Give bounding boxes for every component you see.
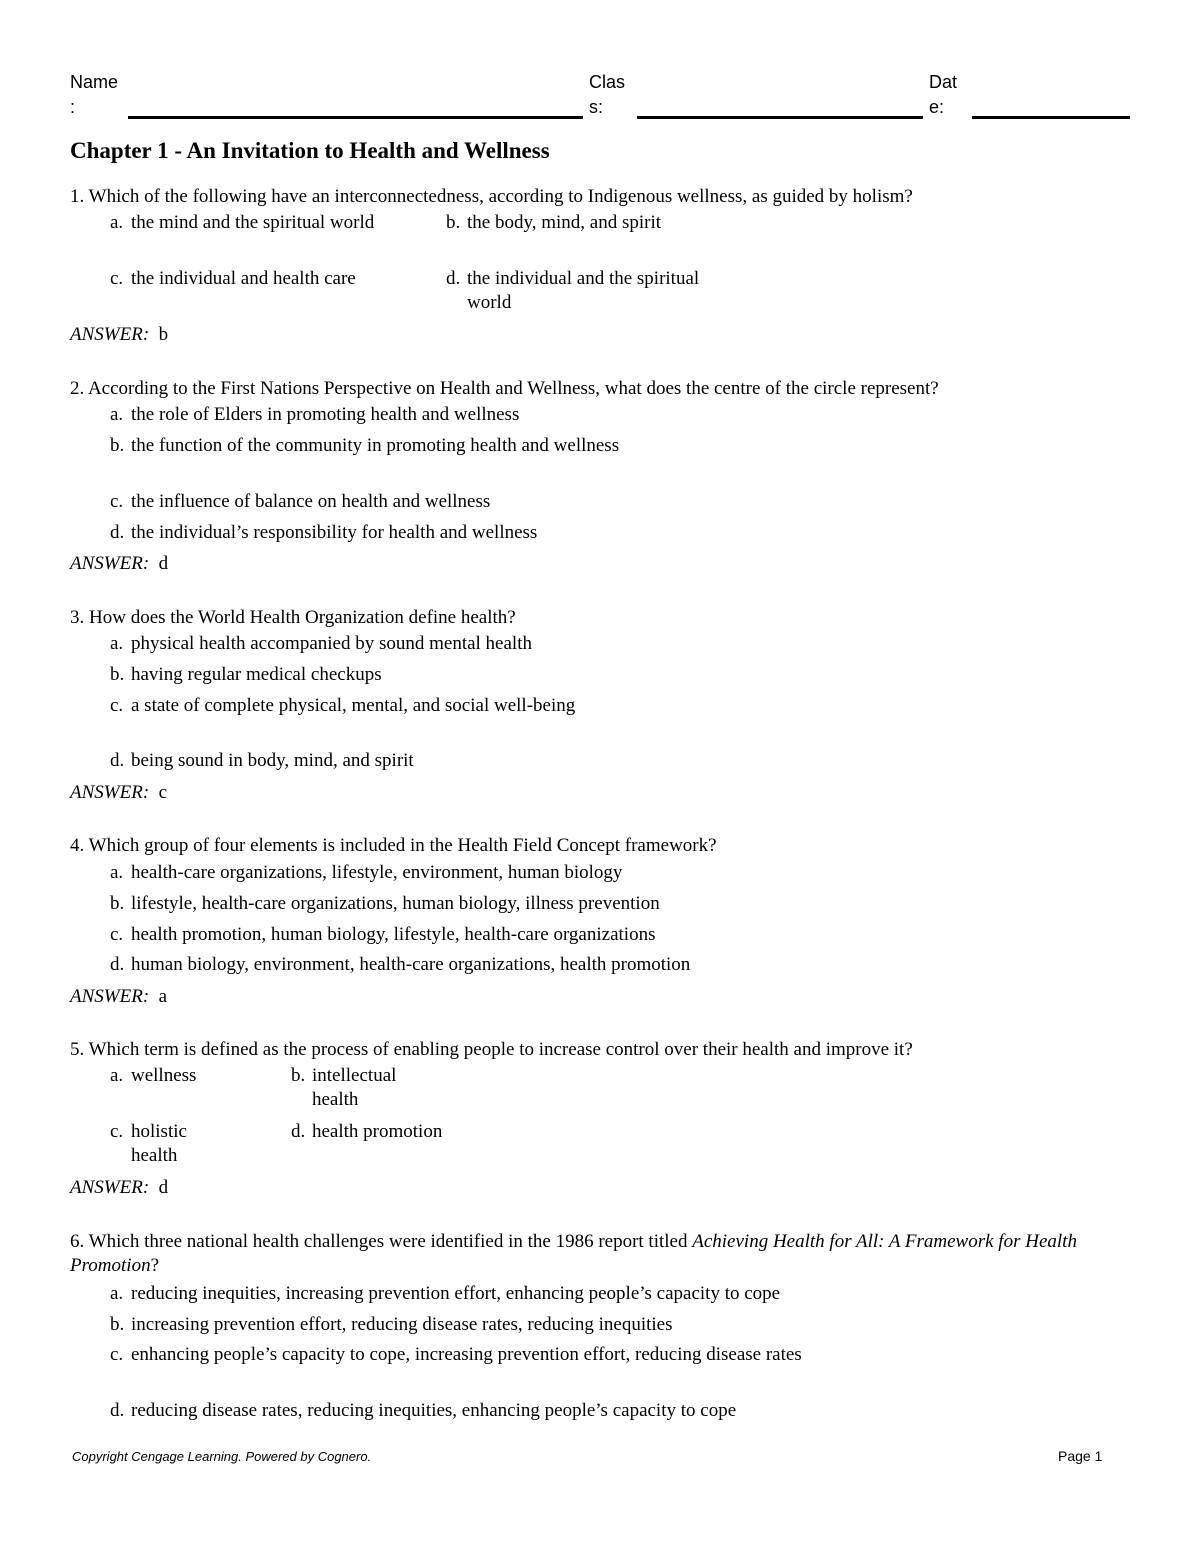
answer-label: ANSWER: bbox=[70, 1177, 150, 1198]
report-title: Achieving Health for All: A Framework for Health Promotion bbox=[70, 1231, 1077, 1276]
option-4b: b. lifestyle, health-care organizations, human biology, illness prevention bbox=[110, 893, 660, 914]
option-1b: b. the body, mind, and spirit bbox=[446, 212, 662, 233]
answer-label: ANSWER: bbox=[70, 986, 150, 1007]
answer-1 bbox=[70, 323, 168, 347]
option-3a: a. physical health accompanied by sound mental health bbox=[110, 633, 532, 654]
option-3c: c. a state of complete physical, mental, and social well-being bbox=[110, 695, 576, 716]
answer-value: d bbox=[158, 553, 169, 574]
answer-2 bbox=[70, 552, 168, 576]
answer-label: ANSWER: bbox=[70, 324, 150, 345]
date-label-suffix: e: bbox=[929, 97, 945, 117]
question-number: 5. bbox=[70, 1039, 85, 1060]
answer-4 bbox=[70, 985, 167, 1009]
option-3b: b. having regular medical checkups bbox=[110, 664, 382, 685]
answer-5 bbox=[70, 1176, 168, 1200]
option-1d: d. the individual and the spiritual world bbox=[446, 268, 700, 313]
answer-label: ANSWER: bbox=[70, 553, 150, 574]
class-label-suffix: s: bbox=[589, 97, 604, 117]
class-field-line[interactable] bbox=[637, 116, 923, 119]
option-2d: d. the individual’s responsibility for health and wellness bbox=[110, 522, 538, 543]
option-1a: a. the mind and the spiritual world bbox=[110, 212, 375, 233]
option-3d: d. being sound in body, mind, and spirit bbox=[110, 750, 414, 771]
page-number: Page 1 bbox=[1058, 1448, 1103, 1464]
question-6 bbox=[70, 1230, 1135, 1278]
option-6a: a. reducing inequities, increasing prevention effort, enhancing people’s capacity to cope bbox=[110, 1283, 781, 1304]
option-2a: a. the role of Elders in promoting health and wellness bbox=[110, 404, 520, 425]
date-field-line[interactable] bbox=[972, 116, 1130, 119]
question-text: How does the World Health Organization define health? bbox=[89, 607, 516, 628]
name-label: Name bbox=[70, 72, 119, 92]
question-number: 4. bbox=[70, 835, 85, 856]
option-6c: c. enhancing people’s capacity to cope, increasing prevention effort, reducing disease rates bbox=[110, 1344, 802, 1365]
question-3 bbox=[70, 606, 516, 630]
question-text-end: ? bbox=[150, 1255, 160, 1276]
answer-3 bbox=[70, 781, 167, 805]
option-5c: c. holistic health bbox=[110, 1121, 187, 1166]
option-6d: d. reducing disease rates, reducing inequities, enhancing people’s capacity to cope bbox=[110, 1400, 737, 1421]
date-label: Dat bbox=[929, 72, 958, 92]
answer-value: b bbox=[158, 324, 169, 345]
option-4d: d. human biology, environment, health-care organizations, health promotion bbox=[110, 954, 691, 975]
option-4c: c. health promotion, human biology, lifestyle, health-care organizations bbox=[110, 924, 656, 945]
answer-value: c bbox=[158, 782, 168, 803]
option-2c: c. the influence of balance on health and wellness bbox=[110, 491, 491, 512]
question-text: Which group of four elements is included in the Health Field Concept framework? bbox=[88, 835, 717, 856]
question-5 bbox=[70, 1038, 913, 1062]
question-number: 2. bbox=[70, 378, 85, 399]
question-1 bbox=[70, 185, 913, 209]
question-text: Which term is defined as the process of enabling people to increase control over their health and improve it? bbox=[88, 1039, 913, 1060]
answer-value: d bbox=[158, 1177, 169, 1198]
option-5d: d. health promotion bbox=[291, 1121, 443, 1142]
name-label-colon: : bbox=[70, 97, 76, 117]
question-number: 3. bbox=[70, 607, 85, 628]
class-label: Clas bbox=[589, 72, 626, 92]
question-4 bbox=[70, 834, 717, 858]
answer-value: a bbox=[158, 986, 168, 1007]
question-number: 6. bbox=[70, 1231, 85, 1252]
option-2b: b. the function of the community in promoting health and wellness bbox=[110, 435, 620, 456]
name-field-line[interactable] bbox=[128, 116, 583, 119]
option-6b: b. increasing prevention effort, reducing disease rates, reducing inequities bbox=[110, 1314, 673, 1335]
question-text: According to the First Nations Perspective on Health and Wellness, what does the centre of the circle represent? bbox=[87, 378, 939, 399]
option-5b: b. intellectual health bbox=[291, 1065, 397, 1110]
question-number: 1. bbox=[70, 186, 85, 207]
question-text: Which three national health challenges were identified in the 1986 report titled bbox=[88, 1231, 688, 1252]
answer-label: ANSWER: bbox=[70, 782, 150, 803]
question-text: Which of the following have an interconnectedness, according to Indigenous wellness, as guided by holism? bbox=[88, 186, 913, 207]
page-title: Chapter 1 - An Invitation to Health and Wellness bbox=[70, 138, 550, 163]
footer-copyright: Copyright Cengage Learning. Powered by Cognero. bbox=[72, 1449, 372, 1464]
option-1c: c. the individual and health care bbox=[110, 268, 356, 289]
question-2 bbox=[70, 377, 939, 401]
option-4a: a. health-care organizations, lifestyle, environment, human biology bbox=[110, 862, 623, 883]
option-5a: a. wellness bbox=[110, 1065, 197, 1086]
